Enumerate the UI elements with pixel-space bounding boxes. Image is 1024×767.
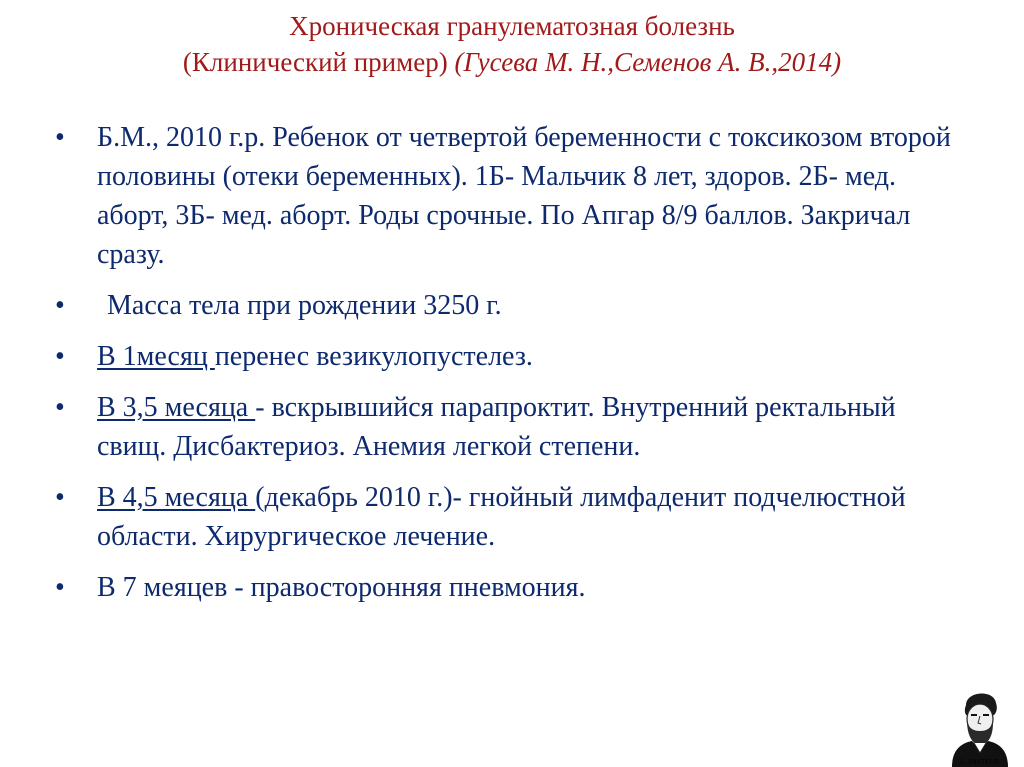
list-item: [55, 118, 960, 274]
bullet-list: [55, 118, 960, 619]
pasteur-caption: L. PASTEUR: [960, 758, 1000, 766]
list-item: [55, 388, 960, 466]
bullet-underlined-text: В 4,5 месяца: [97, 482, 256, 513]
bullet-marker: •: [55, 392, 65, 423]
bullet-text: Масса тела при рождении 3250 г.: [107, 290, 502, 321]
bullet-marker: •: [55, 482, 65, 513]
slide-title: [0, 8, 1024, 80]
bullet-text: Б.М., 2010 г.р. Ребенок от четвертой беременности с токсикозом второй половины (отеки беременных). 1Б- Мальчик 8 лет, здоров. 2Б- мед. аборт, 3Б- мед. аборт. Роды срочные. По Апгар 8/9 баллов. Закричал сразу.: [97, 122, 951, 270]
bullet-text: перенес везикулопустелез.: [214, 341, 533, 372]
bullet-text: - вскрывшийся парапроктит. Внутренний ректальный свищ. Дисбактериоз. Анемия легкой степени.: [97, 392, 896, 462]
list-item: [55, 478, 960, 556]
bullet-marker: •: [55, 341, 65, 372]
list-item: [55, 337, 960, 376]
title-line-2: [0, 44, 1024, 80]
title-line-1: Хроническая гранулематозная болезнь: [289, 11, 735, 41]
bullet-text: В 7 меяцев - правосторонняя пневмония.: [97, 572, 586, 603]
bullet-marker: •: [55, 572, 65, 603]
bullet-underlined-text: В 3,5 месяца: [97, 392, 256, 423]
bullet-text: (декабрь 2010 г.)- гнойный лимфаденит подчелюстной области. Хирургическое лечение.: [97, 482, 906, 552]
title-subtitle: (Клинический пример): [182, 47, 455, 77]
bullet-underlined-text: В 1месяц: [97, 341, 215, 372]
title-authors: (Гусева М. Н.,Семенов А. В.,2014): [454, 47, 842, 77]
bullet-marker: •: [55, 122, 65, 153]
list-item: [55, 286, 960, 325]
pasteur-portrait-icon: [946, 683, 1014, 767]
bullet-marker: •: [55, 290, 65, 321]
list-item: [55, 568, 960, 607]
